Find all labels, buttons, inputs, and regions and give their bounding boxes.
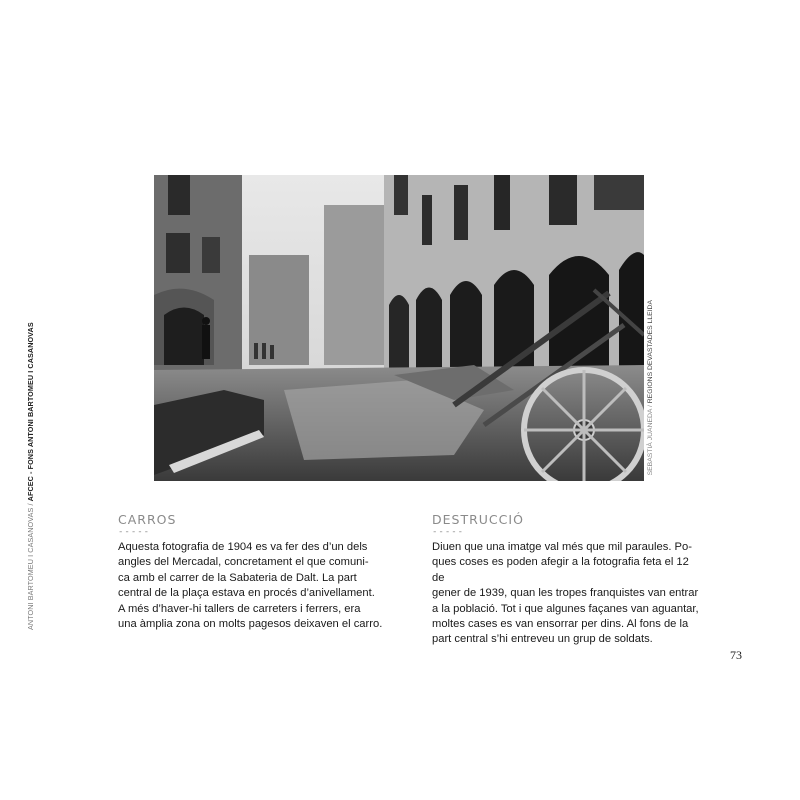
body-line: una àmplia zona on molts pagesos deixaven el carro. <box>118 618 383 631</box>
section-carros <box>118 512 388 632</box>
body-line: moltes cases es van ensorrar per dins. Al fons de la <box>432 618 689 631</box>
body-line: angles del Mercadal, concretament el que comuni- <box>118 556 369 569</box>
ruined-street-photo <box>154 175 644 481</box>
body-line: ca amb el carrer de la Sabateria de Dalt. La part <box>118 571 357 584</box>
body-line: A més d’haver-hi tallers de carreters i ferrers, era <box>118 602 361 615</box>
body-line: Aquesta fotografia de 1904 es va fer des d’un dels <box>118 541 368 553</box>
body-line: central de la plaça estava en procés d’anivellament. <box>118 587 375 600</box>
body-line: Diuen que una imatge val més que mil paraules. Po- <box>432 541 692 553</box>
section-body <box>118 540 388 632</box>
title-underline: ----- <box>118 527 151 537</box>
body-line: part central s’hi entreveu un grup de soldats. <box>432 633 653 646</box>
page-number: 73 <box>730 648 742 662</box>
body-line: gener de 1939, quan les tropes franquistes van entrar <box>432 587 699 600</box>
photo-credit <box>647 300 657 480</box>
photo-credit-author: SEBASTIÀ JUANEDA / <box>647 403 654 476</box>
body-line: a la població. Tot i que algunes façanes van aguantar, <box>432 602 699 615</box>
body-line: ques coses es poden afegir a la fotografia feta el 12 de <box>432 556 689 584</box>
photo-credit-source: REGIONS DEVASTADES LLEIDA <box>647 300 654 404</box>
section-body <box>432 540 702 648</box>
side-credit-author: ANTONI BARTOMEU I CASANOVAS / <box>26 501 35 630</box>
title-underline: ----- <box>432 527 465 537</box>
side-credit <box>26 322 38 630</box>
side-credit-archive: AFCEC - FONS ANTONI BARTOMEU I CASANOVAS <box>26 322 35 502</box>
section-destruccio <box>432 512 702 648</box>
section-title: DESTRUCCIÓ <box>432 512 524 527</box>
section-title: CARROS <box>118 512 177 527</box>
